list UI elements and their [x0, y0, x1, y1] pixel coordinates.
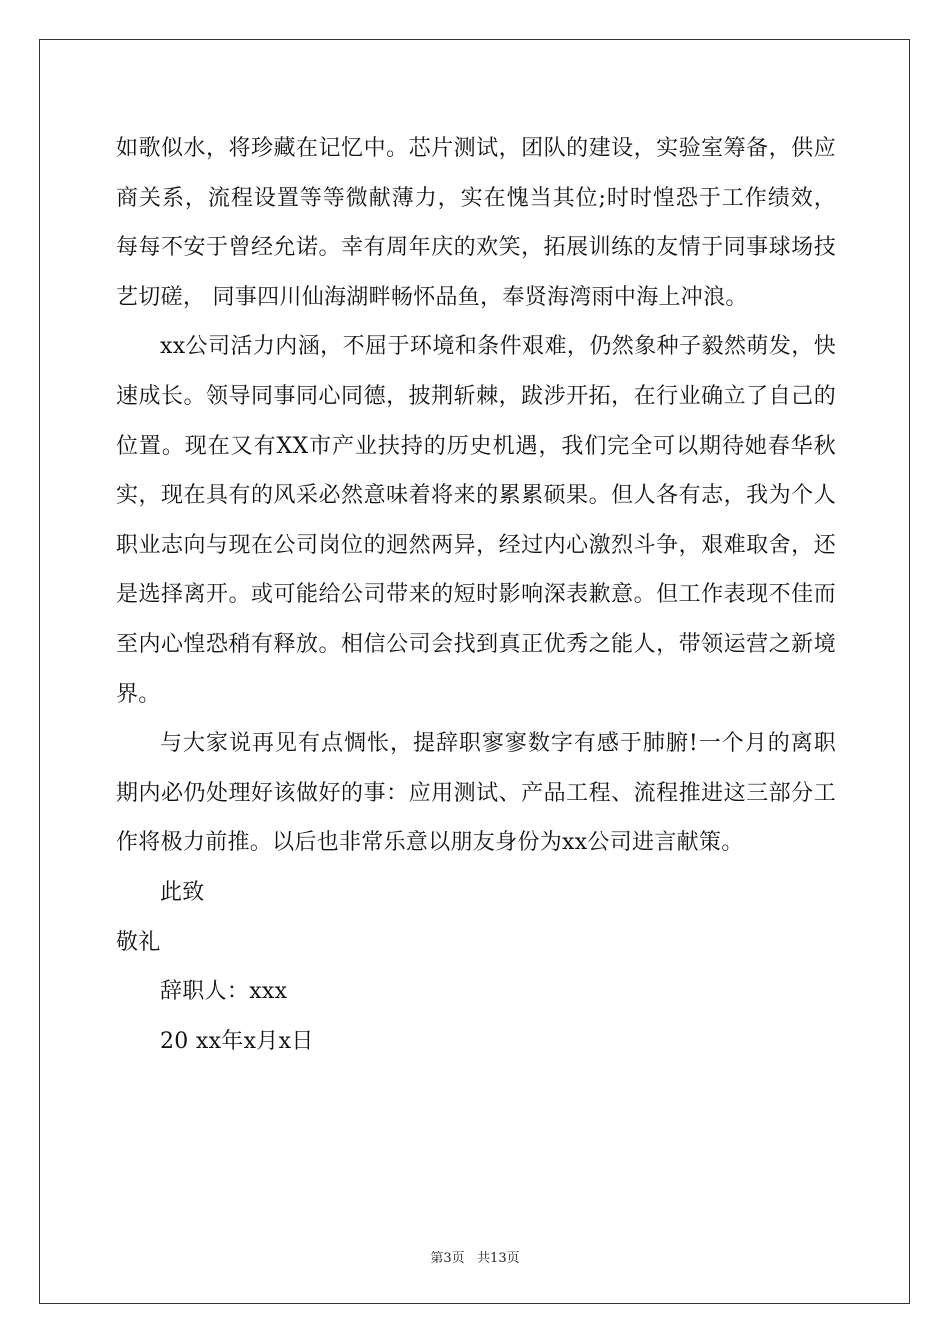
page-number-footer: 第3页 共13页: [430, 1251, 520, 1266]
paragraph-memories: 如歌似水，将珍藏在记忆中。芯片测试，团队的建设，实验室筹备，供应商关系，流程设置等等微献薄力，实在愧当其位;时时惶恐于工作绩效，每每不安于曾经允诺。幸有周年庆的欢笑，拓展训练的友情于同事球场技艺切磋， 同事四川仙海湖畔畅怀品鱼，奉贤海湾雨中海上冲浪。: [116, 136, 836, 310]
salutation: 此致: [160, 879, 205, 905]
document-body: [116, 124, 836, 1066]
paragraph-company: xx公司活力内涵，不屈于环境和条件艰难，仍然象种子毅然萌发，快速成长。领导同事同心同德，披荆斩棘，跋涉开拓，在行业确立了自己的位置。现在又有XX市产业扶持的历史机遇，我们完全可以期待她春华秋实，现在具有的风采必然意味着将来的累累硕果。但人各有志，我为个人职业志向与现在公司岗位的迥然两异，经过内心激烈斗争，艰难取舍，还是选择离开。或可能给公司带来的短时影响深表歉意。但工作表现不佳而至内心惶恐稍有释放。相信公司会找到真正优秀之能人，带领运营之新境界。: [116, 334, 836, 707]
paragraph-farewell: 与大家说再见有点惆怅，提辞职寥寥数字有感于肺腑!一个月的离职期内必仍处理好该做好的事：应用测试、产品工程、流程推进这三部分工作将极力前推。以后也非常乐意以朋友身份为xx公司进言献策。: [116, 731, 836, 856]
date: 20 xx年x月x日: [160, 1028, 314, 1054]
regards: 敬礼: [116, 929, 161, 955]
signer: 辞职人：xxx: [160, 979, 288, 1005]
